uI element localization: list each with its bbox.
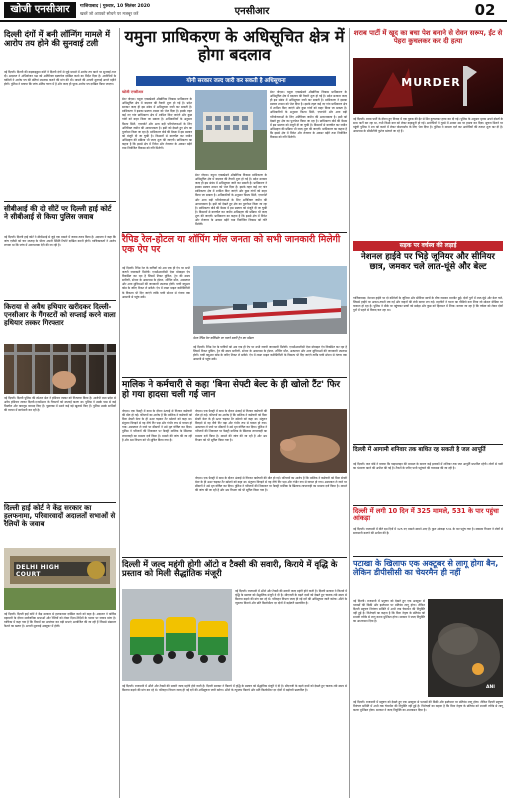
left-column: [4, 30, 116, 565]
firecracker-headline: पटाखा के खिलाफ एक अक्टूबर से लागू होगा बैन, लेकिन डीपीसीसी का चेयरमैन ही नहीं: [353, 559, 499, 577]
highway-fight-headline: नेशनल हाईवे पर भिड़े जूनियर और सीनियर छात्र, जमकर चले लात-घूंसे और बेल्ट: [361, 252, 495, 272]
water-supply-headline: दिल्ली में आगामी शनिवार तक बाधित रह सकती है जल आपूर्ति: [353, 447, 486, 453]
masthead: [0, 0, 507, 22]
auto-fare-body: नई दिल्ली। राजधानी में ऑटो और टैक्सी की सवारी जल्द महंगी होने वाली है। दिल्ली सरकार ने किराये में वृद्धि के प्रस्ताव को सैद्धांतिक मंजूरी दे दी है। सीएनजी के बढ़ते दामों को देखते हुए चालक लंबे समय से किराया बढ़ाने की मांग कर रहे थे। परिवहन विभाग जल्द ही नई दरों की अधिसूचना जारी करेगा। ऑटो के न्यूनतम किराये और प्रति किलोमीटर दर दोनों में बढ़ोतरी प्रस्तावित है।: [235, 589, 347, 606]
divider: [4, 502, 116, 503]
article-headline: दिल्ली दंगों में बनी लॉन्गिंग मामले में आरोप तय होने की सुनवाई टली: [4, 29, 110, 49]
article-body: नई दिल्ली। दिल्ली हाई कोर्ट ने केंद्र सरकार से हलफनामा दाखिल करने को कहा है। अदालत ने कोविड महामारी के दौरान सार्वजनिक सभाओं और रैलियों को लेकर दिशा-निर्देशों के पालन पर जवाब मांगा है। याचिका में कहा गया है कि नियमों का उल्लंघन कर बड़ी सभाएं आयोजित की जा रही हैं जिससे संक्रमण फैलने का खतरा है। अगली सुनवाई अक्टूबर में होगी।: [4, 612, 116, 629]
firecracker-photo: [428, 599, 503, 697]
rapid-rail-headline: रैपिड रेल-होटल या शॉपिंग मॉल जनता को सभी जानकारी मिलेगी एक ऐप पर: [122, 234, 341, 256]
photo-credit: ANI: [486, 685, 495, 690]
factory-body: नोएडा। एक फैक्ट्री में काम के दौरान ऊंचाई से गिरकर कर्मचारी की मौत हो गई। परिजनों का आरोप है कि मालिक ने कर्मचारी को बिना सेफ्टी बेल्ट के ही ऊपर चढ़कर टैंट खोलने को कहा था। संतुलन बिगड़ने से वह नीचे गिर पड़ा और गंभीर रूप से घायल हो गया। अस्पताल ले जाने पर डॉक्टरों ने उसे मृत घोषित कर दिया। पुलिस ने परिजनों की शिकायत पर फैक्ट्री मालिक के खिलाफ लापरवाही का मामला दर्ज किया है। मामले की जांच की जा रही है और श्रम विभाग को भी सूचित किया गया है।: [122, 409, 192, 442]
divider: [4, 201, 116, 202]
murder-caption-headline: शराब पार्टी में खूद का बचा पेश बनाने से रोवन सरूप, ईंट से पेहरा कुचलकर कर दी हत्या: [353, 29, 503, 45]
murder-body: नई दिल्ली। शराब पार्टी के दौरान हुए विवाद में एक युवक की ईंट से सिर कुचलकर हत्या कर दी गई। पुलिस के अनुसार मृतक अपने दोस्तों के साथ पार्टी कर रहा था, तभी किसी बात को लेकर कहासुनी हो गई। आरोपियों ने गुस्से में आकर उस पर हमला कर दिया। सूचना मिलने पर पहुंची पुलिस ने शव को कब्जे में लेकर पोस्टमार्टम के लिए भेज दिया है। पुलिस ने मामला दर्ज कर आरोपियों की तलाश शुरू कर दी है। आसपास के सीसीटीवी फुटेज खंगाले जा रहे हैं।: [353, 117, 503, 134]
jail-bars-image: [4, 344, 116, 394]
article-body: नई दिल्ली। दिल्ली की कड़कड़डूमा कोर्ट ने दिल्ली दंगों से जुड़े मामले में आरोप तय करने पर सुनवाई टाल दी। अदालत ने अभियोजन पक्ष को अतिरिक्त दस्तावेज दाखिल करने का निर्देश दिया है। आरोपियों के वकीलों ने आरोप पत्र की प्रतियां उपलब्ध कराने की मांग की थी। मामले की अगली सुनवाई अगले महीने होगी। पुलिस ने बताया कि जांच अंतिम चरण में है और जल्द ही पूरक आरोप पत्र दाखिल किया जाएगा।: [4, 70, 116, 87]
article-body: नई दिल्ली। दिल्ली पुलिस की स्पेशल सेल ने हथियार तस्कर को गिरफ्तार किया है। आरोपी मध्य प्रदेश से अवैध हथियार लाकर दिल्ली-एनसीआर के गैंगस्टरों को सप्लाई करता था। पुलिस ने उसके पास से कई पिस्तौल और कारतूस बरामद किए हैं। पूछताछ में उसने कई बड़े खुलासे किए हैं। पुलिस उसके साथियों की तलाश में छापेमारी कर रही है।: [4, 396, 116, 413]
section-band: सड़क पर वर्चस्व की लड़ाई: [353, 241, 503, 251]
rapid-rail-caption: मेरठ रैपिड रेल कॉरिडोर पर चलने वाली ट्रेन का मॉडल: [193, 336, 254, 340]
divider: [353, 444, 503, 445]
masthead-subline: खबरें जो आपको सोचने पर मजबूर करें: [80, 11, 139, 16]
column-rule: [349, 28, 350, 798]
divider: [353, 505, 503, 506]
rapid-rail-body-continued: नई दिल्ली। रैपिड रेल के यात्रियों को अब एक ही ऐप पर सभी जरूरी जानकारी मिलेगी। एनसीआरटीसी ऐसा मोबाइल ऐप विकसित कर रहा है जिसमें टिकट बुकिंग, ट्रेन की समय सारिणी, स्टेशन के आसपास के होटल, शॉपिंग मॉल, अस्पताल और अन्य सुविधाओं की जानकारी उपलब्ध होगी। यात्री क्यूआर कोड के जरिए टिकट ले सकेंगे। ऐप में लास्ट माइल कनेक्टिविटी के विकल्प भी दिए जाएंगे ताकि यात्री स्टेशन से गंतव्य तक आसानी से पहुंच सकें।: [193, 345, 347, 362]
article-headline: किराया से अवैध हथियार खरीदकर दिल्ली-एनसीआर के गैंगस्टरों को सप्लाई करने वाला हथियार तस्कर गिरफ्तार: [4, 303, 116, 327]
lead-body: ग्रेटर नोएडा। यमुना एक्सप्रेसवे औद्योगिक विकास प्राधिकरण के अधिसूचित क्षेत्र में बदलाव की तैयारी शुरू हो गई है। प्रदेश सरकार जल्द ही इस संबंध में अधिसूचना जारी कर सकती है। प्राधिकरण ने इसका प्रस्ताव शासन को भेज दिया है। इसके तहत कई नए गांव प्राधिकरण क्षेत्र में शामिल किए जाएंगे और कुछ गांवों को बाहर किया जा सकता है। अधिकारियों के अनुसार फिल्म सिटी, एयरपोर्ट और अन्य बड़ी परियोजनाओं के लिए अतिरिक्त जमीन की आवश्यकता है। इसी को देखते हुए क्षेत्र का पुनर्गठन किया जा रहा है। प्राधिकरण बोर्ड की बैठक में इस प्रस्ताव को मंजूरी दी जा चुकी है। किसानों से बातचीत कर जमीन अधिग्रहण की प्रक्रिया भी जल्द शुरू की जाएगी। प्राधिकरण का कहना है कि इससे क्षेत्र में निवेश और रोजगार के अवसर बढ़ेंगे तथा नियोजित विकास को गति मिलेगी।: [122, 97, 192, 151]
murder-word: MURDER: [401, 76, 461, 89]
jail-photo: [4, 344, 116, 394]
rapid-rail-photo: [193, 266, 347, 334]
rapid-rail-body: नई दिल्ली। रैपिड रेल के यात्रियों को अब एक ही ऐप पर सभी जरूरी जानकारी मिलेगी। एनसीआरटीसी ऐसा मोबाइल ऐप विकसित कर रहा है जिसमें टिकट बुकिंग, ट्रेन की समय सारिणी, स्टेशन के आसपास के होटल, शॉपिंग मॉल, अस्पताल और अन्य सुविधाओं की जानकारी उपलब्ध होगी। यात्री क्यूआर कोड के जरिए टिकट ले सकेंगे। ऐप में लास्ट माइल कनेक्टिविटी के विकल्प भी दिए जाएंगे ताकि यात्री स्टेशन से गंतव्य तक आसानी से पहुंच सकें।: [122, 266, 190, 299]
yamuna-authority-photo: [195, 90, 267, 170]
accident-photo: [270, 409, 347, 473]
highway-fight-body: गाजियाबाद। नेशनल हाईवे पर दो कॉलेजों के जूनियर और सीनियर छात्रों के बीच जमकर मारपीट हुई। दोनों गुटों में लात-घूंसे और बेल्ट चले, जिससे हाईवे पर अफरा-तफरी मच गई और वाहनों की लंबी कतार लग गई। राहगीरों ने घटना का वीडियो बना लिया जो सोशल मीडिया पर वायरल हो रहा है। पुलिस ने मौके पर पहुंचकर छात्रों को खदेड़ा और कुछ को हिरासत में लिया। बताया जा रहा है कि वर्चस्व को लेकर दोनों गुटों में पहले से विवाद चल रहा था।: [353, 296, 503, 313]
water-supply-body: नई दिल्ली। जल बोर्ड ने बताया कि पाइपलाइन की मरम्मत के कारण कई इलाकों में शनिवार तक जल आपूर्ति प्रभावित रहेगी। लोगों से पानी का भंडारण करने की अपील की गई है। टैंकरों के जरिए पानी पहुंचाने की व्यवस्था की जा रही है।: [353, 462, 503, 471]
divider: [353, 556, 503, 557]
high-court-sign: DELHI HIGH COURT: [16, 564, 60, 578]
lead-headline: यमुना प्राधिकरण के अधिसूचित क्षेत्र में होगा बदलाव: [124, 27, 345, 64]
lead-body-continued: ग्रेटर नोएडा। यमुना एक्सप्रेसवे औद्योगिक विकास प्राधिकरण के अधिसूचित क्षेत्र में बदलाव की तैयारी शुरू हो गई है। प्रदेश सरकार जल्द ही इस संबंध में अधिसूचना जारी कर सकती है। प्राधिकरण ने इसका प्रस्ताव शासन को भेज दिया है। इसके तहत कई नए गांव प्राधिकरण क्षेत्र में शामिल किए जाएंगे और कुछ गांवों को बाहर किया जा सकता है। अधिकारियों के अनुसार फिल्म सिटी, एयरपोर्ट और अन्य बड़ी परियोजनाओं के लिए अतिरिक्त जमीन की आवश्यकता है। इसी को देखते हुए क्षेत्र का पुनर्गठन किया जा रहा है। प्राधिकरण बोर्ड की बैठक में इस प्रस्ताव को मंजूरी दी जा चुकी है। किसानों से बातचीत कर जमीन अधिग्रहण की प्रक्रिया भी जल्द शुरू की जाएगी। प्राधिकरण का कहना है कि इससे क्षेत्र में निवेश और रोजगार के अवसर बढ़ेंगे तथा नियोजित विकास को गति मिलेगी।: [195, 173, 267, 227]
firecracker-body-continued: नई दिल्ली। राजधानी में प्रदूषण को देखते हुए एक अक्टूबर से पटाखों की बिक्री और इस्तेमाल पर प्रतिबंध लागू होगा। लेकिन दिल्ली प्रदूषण नियंत्रण समिति में अभी तक चेयरमैन की नियुक्ति नहीं हुई है। विशेषज्ञों का कहना है कि बिना नेतृत्व के प्रतिबंध को प्रभावी तरीके से लागू करना मुश्किल होगा। सरकार ने जल्द नियुक्ति का आश्वासन दिया है।: [353, 700, 503, 713]
delhi-high-court-photo: [4, 548, 116, 610]
auto-fare-headline: दिल्ली में जल्द महंगी होगी ऑटो व टैक्सी की सवारी, किराये में वृद्धि के प्रस्ताव को मिली सैद्धांतिक मंजूरी: [122, 559, 338, 579]
divider: [122, 557, 347, 558]
section-name: एनसीआर: [234, 6, 270, 17]
factory-body-continued: नोएडा। एक फैक्ट्री में काम के दौरान ऊंचाई से गिरकर कर्मचारी की मौत हो गई। परिजनों का आरोप है कि मालिक ने कर्मचारी को बिना सेफ्टी बेल्ट के ही ऊपर चढ़कर टैंट खोलने को कहा था। संतुलन बिगड़ने से वह नीचे गिर पड़ा और गंभीर रूप से घायल हो गया। अस्पताल ले जाने पर डॉक्टरों ने उसे मृत घोषित कर दिया। पुलिस ने परिजनों की शिकायत पर फैक्ट्री मालिक के खिलाफ लापरवाही का मामला दर्ज किया है। मामले की जांच की जा रही है और श्रम विभाग को भी सूचित किया गया है।: [195, 409, 267, 442]
cases-body: नई दिल्ली। राजधानी में बीते दस दिनों में 325 नए मामले सामने आए हैं। कुल आंकड़ा 531 के पार पहुंच गया है। स्वास्थ्य विभाग ने लोगों से सावधानी बरतने की अपील की है।: [353, 527, 503, 536]
lead-strap: योगी सरकार जल्द जारी कर सकती है अधिसूचना: [136, 76, 336, 86]
article-body: नई दिल्ली। दिल्ली हाई कोर्ट ने सीबीआई से जुड़े एक मामले में जवाब तलब किया है। अदालत ने कहा कि जांच एजेंसी को चार सप्ताह के भीतर अपनी स्थिति रिपोर्ट दाखिल करनी होगी। याचिकाकर्ता ने आरोप लगाया था कि जांच में अनावश्यक देरी की जा रही है।: [4, 235, 116, 248]
auto-fare-body-continued: नई दिल्ली। राजधानी में ऑटो और टैक्सी की सवारी जल्द महंगी होने वाली है। दिल्ली सरकार ने किराये में वृद्धि के प्रस्ताव को सैद्धांतिक मंजूरी दे दी है। सीएनजी के बढ़ते दामों को देखते हुए चालक लंबे समय से किराया बढ़ाने की मांग कर रहे थे। परिवहन विभाग जल्द ही नई दरों की अधिसूचना जारी करेगा। ऑटो के न्यूनतम किराये और प्रति किलोमीटर दर दोनों में बढ़ोतरी प्रस्तावित है।: [122, 684, 347, 693]
article-headline: सीबीआई की दो सीटें पर दिल्ली हाई कोर्ट ने सीबीआई से किया पुलिस जवाब: [4, 204, 112, 222]
column-rule: [119, 28, 120, 798]
divider: [122, 377, 347, 378]
firecracker-body: नई दिल्ली। राजधानी में प्रदूषण को देखते हुए एक अक्टूबर से पटाखों की बिक्री और इस्तेमाल पर प्रतिबंध लागू होगा। लेकिन दिल्ली प्रदूषण नियंत्रण समिति में अभी तक चेयरमैन की नियुक्ति नहीं हुई है। विशेषज्ञों का कहना है कि बिना नेतृत्व के प्रतिबंध को प्रभावी तरीके से लागू करना मुश्किल होगा। सरकार ने जल्द नियुक्ति का आश्वासन दिया है।: [353, 599, 425, 624]
lead-byline: खोजी एनसीआर: [122, 90, 144, 94]
masthead-dateline: गाजियाबाद | गुरुवार, 10 सितंबर 2020: [80, 4, 150, 9]
divider: [4, 300, 116, 301]
cases-headline: दिल्ली में लगी 10 दिन में 325 मामले, 531 के पार पहुंचा आंकड़ा: [353, 507, 499, 523]
murder-photo: [353, 58, 503, 114]
divider: [122, 232, 347, 233]
article-headline: दिल्ली हाई कोर्ट ने केंद्र सरकार का हलफनामा, परिवारवादों अदालतों सभाओं से रैलियों के जवाब: [4, 504, 116, 528]
masthead-logo: खोजी एनसीआर: [4, 2, 76, 18]
auto-rickshaw-photo: [122, 589, 232, 681]
page-number: 02: [474, 1, 496, 19]
factory-headline: मालिक ने कर्मचारी से कहा 'बिना सेफ्टी बेल्ट के ही खोलो टैंट' फिर हो गया हादसा चली गई जान: [122, 380, 341, 401]
lead-body-continued: ग्रेटर नोएडा। यमुना एक्सप्रेसवे औद्योगिक विकास प्राधिकरण के अधिसूचित क्षेत्र में बदलाव की तैयारी शुरू हो गई है। प्रदेश सरकार जल्द ही इस संबंध में अधिसूचना जारी कर सकती है। प्राधिकरण ने इसका प्रस्ताव शासन को भेज दिया है। इसके तहत कई नए गांव प्राधिकरण क्षेत्र में शामिल किए जाएंगे और कुछ गांवों को बाहर किया जा सकता है। अधिकारियों के अनुसार फिल्म सिटी, एयरपोर्ट और अन्य बड़ी परियोजनाओं के लिए अतिरिक्त जमीन की आवश्यकता है। इसी को देखते हुए क्षेत्र का पुनर्गठन किया जा रहा है। प्राधिकरण बोर्ड की बैठक में इस प्रस्ताव को मंजूरी दी जा चुकी है। किसानों से बातचीत कर जमीन अधिग्रहण की प्रक्रिया भी जल्द शुरू की जाएगी। प्राधिकरण का कहना है कि इससे क्षेत्र में निवेश और रोजगार के अवसर बढ़ेंगे तथा नियोजित विकास को गति मिलेगी।: [270, 90, 347, 140]
factory-body-continued: नोएडा। एक फैक्ट्री में काम के दौरान ऊंचाई से गिरकर कर्मचारी की मौत हो गई। परिजनों का आरोप है कि मालिक ने कर्मचारी को बिना सेफ्टी बेल्ट के ही ऊपर चढ़कर टैंट खोलने को कहा था। संतुलन बिगड़ने से वह नीचे गिर पड़ा और गंभीर रूप से घायल हो गया। अस्पताल ले जाने पर डॉक्टरों ने उसे मृत घोषित कर दिया। पुलिस ने परिजनों की शिकायत पर फैक्ट्री मालिक के खिलाफ लापरवाही का मामला दर्ज किया है। मामले की जांच की जा रही है और श्रम विभाग को भी सूचित किया गया है।: [195, 476, 347, 493]
